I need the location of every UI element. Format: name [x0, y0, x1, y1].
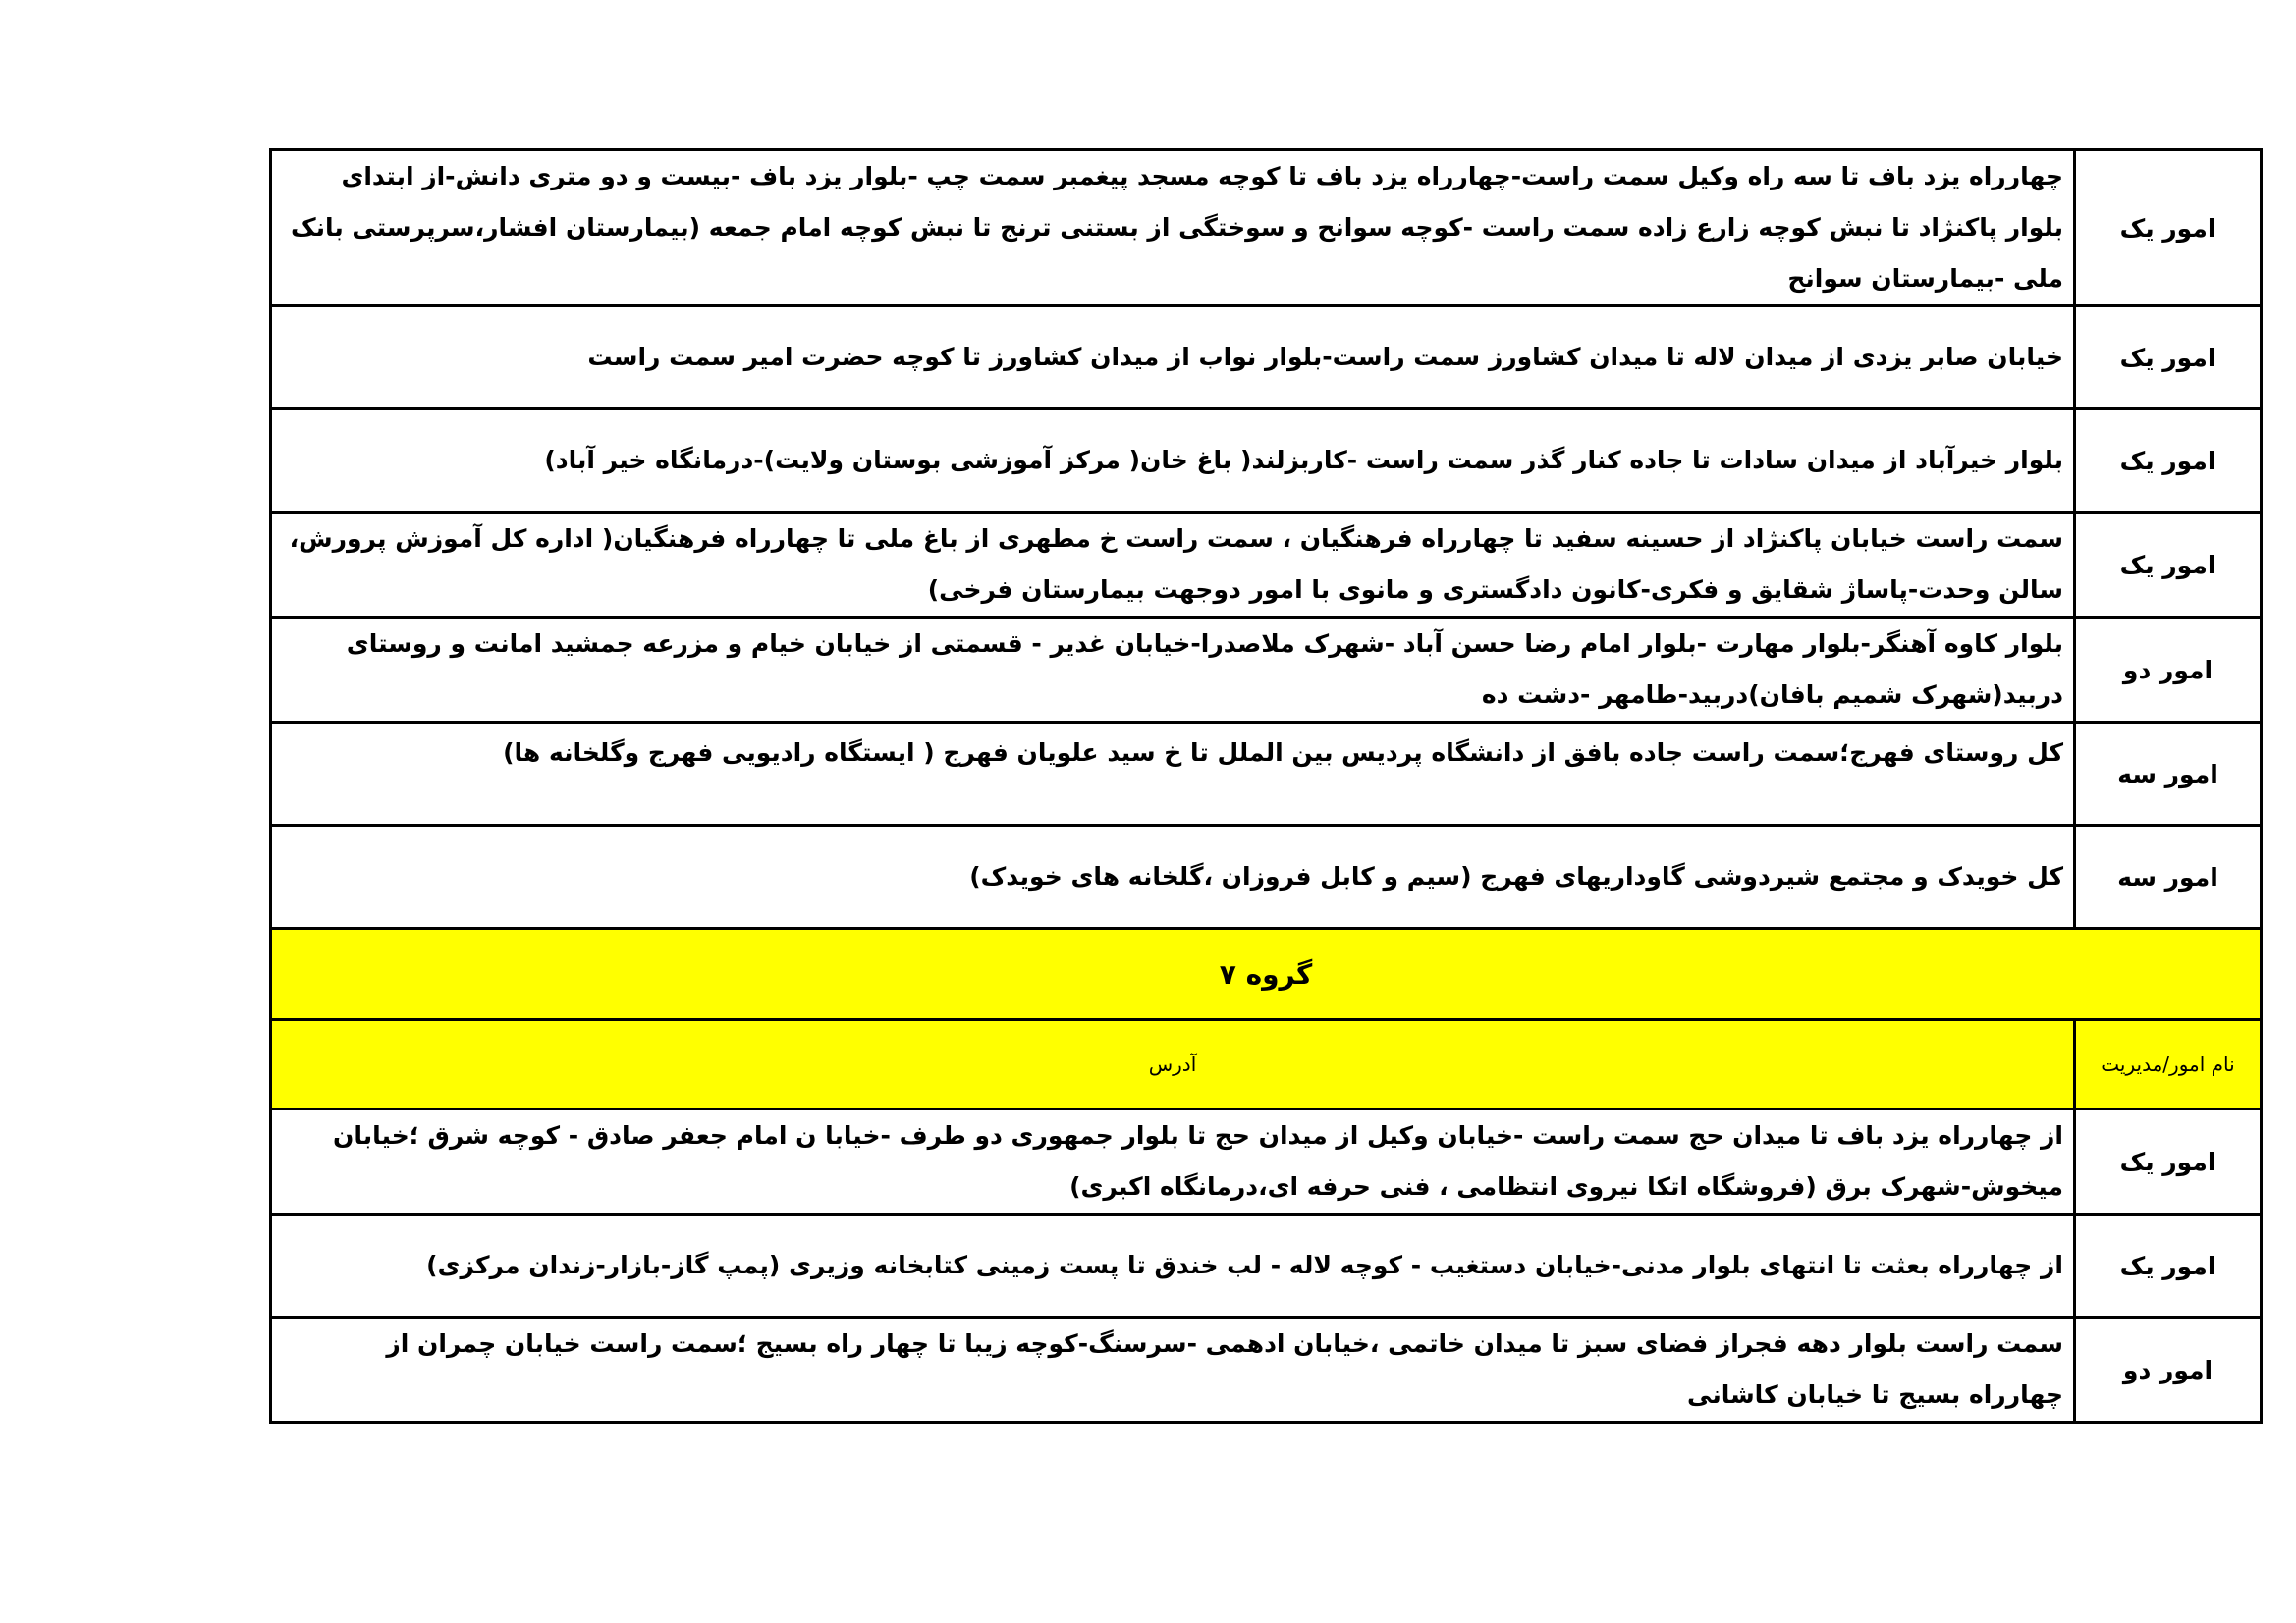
- unit-cell: امور یک: [2075, 513, 2262, 618]
- group-title-row: [271, 929, 2262, 1020]
- table-row: [271, 826, 2262, 929]
- unit-cell: امور یک: [2075, 1215, 2262, 1318]
- unit-cell: امور دو: [2075, 618, 2262, 723]
- address-cell: بلوار خیرآباد از میدان سادات تا جاده کنار گذر سمت راست -کاربزلند( باغ خان( مرکز آموزشی بوستان ولایت)-درمانگاه خیر آباد): [271, 409, 2075, 513]
- address-cell: کل روستای فهرج؛سمت راست جاده بافق از دانشگاه پردیس بین الملل تا خ سید علویان فهرج ( ایستگاه رادیویی فهرج وگلخانه ها): [271, 723, 2075, 826]
- header-address: آدرس: [271, 1020, 2075, 1109]
- address-cell: خیابان صابر یزدی از میدان لاله تا میدان کشاورز سمت راست-بلوار نواب از میدان کشاورز تا کوچه حضرت امیر سمت راست: [271, 306, 2075, 409]
- table-row: [271, 150, 2262, 306]
- outage-schedule-table: [269, 148, 2263, 1424]
- address-cell: سمت راست بلوار دهه فجراز فضای سبز تا میدان خاتمی ،خیابان ادهمی -سرسنگ-کوچه زیبا تا چهار راه بسیج ؛سمت راست خیابان چمران از چهارراه بسیج تا خیابان کاشانی: [271, 1318, 2075, 1423]
- address-cell: از چهارراه بعثت تا انتهای بلوار مدنی-خیابان دستغیب - کوچه لاله - لب خندق تا پست زمینی کتابخانه وزیری (پمپ گاز-بازار-زندان مرکزی): [271, 1215, 2075, 1318]
- address-cell: بلوار کاوه آهنگر-بلوار مهارت -بلوار امام رضا حسن آباد -شهرک ملاصدرا-خیابان غدیر - قسمتی از خیابان خیام و مزرعه جمشید امانت و روستای دربید(شهرک شمیم بافان)دربید-طامهر -دشت ده: [271, 618, 2075, 723]
- unit-cell: امور یک: [2075, 409, 2262, 513]
- unit-cell: امور دو: [2075, 1318, 2262, 1423]
- table-row: [271, 1109, 2262, 1215]
- unit-cell: امور یک: [2075, 306, 2262, 409]
- unit-cell: امور سه: [2075, 826, 2262, 929]
- address-cell: کل خویدک و مجتمع شیردوشی گاوداریهای فهرج (سیم و کابل فروزان ،گلخانه های خویدک): [271, 826, 2075, 929]
- table-row: [271, 409, 2262, 513]
- address-cell: سمت راست خیابان پاکنژاد از حسینه سفید تا چهارراه فرهنگیان ، سمت راست خ مطهری از باغ ملی تا چهارراه فرهنگیان( اداره کل آموزش پرورش، سالن وحدت-پاساژ شقایق و فکری-کانون دادگستری و مانوی با امور دوجهت بیمارستان فرخی): [271, 513, 2075, 618]
- table-row: [271, 306, 2262, 409]
- table-row: [271, 1318, 2262, 1423]
- unit-cell: امور یک: [2075, 150, 2262, 306]
- table-row: [271, 723, 2262, 826]
- unit-cell: امور سه: [2075, 723, 2262, 826]
- address-cell: از چهارراه یزد باف تا میدان حج سمت راست -خیابان وکیل از میدان حج تا بلوار جمهوری دو طرف -خیابا ن امام جعفر صادق - کوچه شرق ؛خیابان میخوش-شهرک برق (فروشگاه اتکا نیروی انتظامی ، فنی حرفه ای،درمانگاه اکبری): [271, 1109, 2075, 1215]
- table-row: [271, 1215, 2262, 1318]
- column-header-row: [271, 1020, 2262, 1109]
- table-row: [271, 618, 2262, 723]
- table-row: [271, 513, 2262, 618]
- address-cell: چهارراه یزد باف تا سه راه وکیل سمت راست-چهارراه یزد باف تا کوچه مسجد پیغمبر سمت چپ -بلوار یزد باف -بیست و دو متری دانش-از ابتدای بلوار پاکنژاد تا نبش کوچه زارع زاده سمت راست -کوچه سوانح و سوختگی از بستنی ترنج تا نبش کوچه امام جمعه (بیمارستان افشار،سرپرستی بانک ملی -بیمارستان سوانح: [271, 150, 2075, 306]
- unit-cell: امور یک: [2075, 1109, 2262, 1215]
- header-unit: نام امور/مدیریت: [2075, 1020, 2262, 1109]
- group-title: گروه ۷: [271, 929, 2262, 1020]
